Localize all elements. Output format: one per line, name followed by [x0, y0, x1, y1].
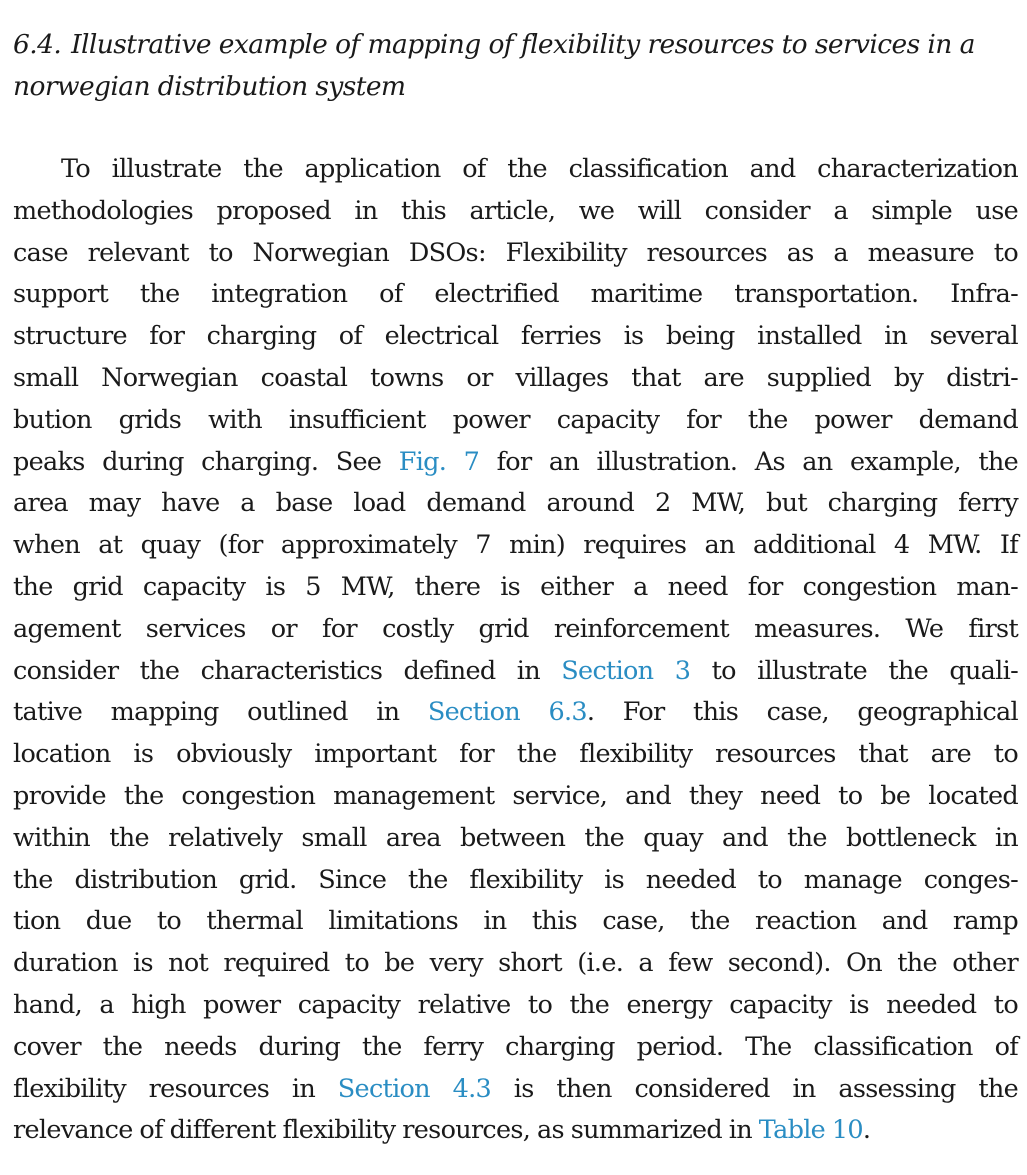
- paragraph-line: when at quay (for approximately 7 min) requires an additional 4 MW. If: [13, 530, 1018, 561]
- text-run: relevance of different flexibility resources, as summarized in: [13, 1115, 759, 1146]
- paragraph-line: structure for charging of electrical ferries is being installed in several: [13, 321, 1018, 352]
- text-run: consider the characteristics defined in: [13, 655, 562, 686]
- paragraph-line: small Norwegian coastal towns or villages that are supplied by distri-: [13, 362, 1018, 393]
- paragraph-line: tion due to thermal limitations in this case, the reaction and ramp: [13, 906, 1018, 937]
- paragraph-line: [13, 1069, 1018, 1111]
- paragraph-line: hand, a high power capacity relative to the energy capacity is needed to: [13, 989, 1018, 1020]
- text-run: to illustrate the quali-: [690, 655, 1018, 686]
- fig-7-link[interactable]: Fig. 7: [398, 446, 480, 477]
- paragraph-line: [13, 651, 1018, 693]
- table-10-link[interactable]: Table 10: [758, 1115, 863, 1146]
- text-run: . For this case, geographical: [586, 697, 1018, 728]
- paragraph-line: methodologies proposed in this article, we will consider a simple use: [13, 195, 1018, 226]
- section-3-link[interactable]: Section 3: [561, 655, 691, 686]
- section-number: 6.4.: [13, 29, 62, 60]
- paragraph-line: the distribution grid. Since the flexibility is needed to manage conges-: [13, 864, 1018, 895]
- paragraph-line: agement services or for costly grid reinforcement measures. We first: [13, 613, 1018, 644]
- paragraph-line: [13, 692, 1018, 734]
- paragraph-line: duration is not required to be very short (i.e. a few second). On the other: [13, 948, 1018, 979]
- text-run: is then considered in assessing the: [491, 1073, 1018, 1104]
- paragraph-line: area may have a base load demand around 2 MW, but charging ferry: [13, 488, 1018, 519]
- paragraph-line: the grid capacity is 5 MW, there is either a need for congestion man-: [13, 571, 1018, 602]
- text-run: peaks during charging. See: [13, 446, 399, 477]
- paragraph-line: case relevant to Norwegian DSOs: Flexibility resources as a measure to: [13, 237, 1018, 268]
- body-paragraph: [13, 149, 1018, 1152]
- section-title-line-1: Illustrative example of mapping of flexibility resources to services in a: [71, 29, 975, 60]
- section-title-line-2: norwegian distribution system: [13, 71, 406, 102]
- paragraph-line: support the integration of electrified maritime transportation. Infra-: [13, 279, 1018, 310]
- paragraph-line: [13, 442, 1018, 484]
- paragraph-line: [13, 1110, 1018, 1152]
- text-run: .: [862, 1115, 871, 1146]
- text-run: tative mapping outlined in: [13, 697, 428, 728]
- paragraph-line: provide the congestion management service, and they need to be located: [13, 780, 1018, 811]
- section-4-3-link[interactable]: Section 4.3: [337, 1073, 492, 1104]
- paragraph-line: bution grids with insufficient power capacity for the power demand: [13, 404, 1018, 435]
- text-run: flexibility resources in: [13, 1073, 338, 1104]
- paragraph-line: cover the needs during the ferry charging period. The classification of: [13, 1031, 1018, 1062]
- paragraph-line: location is obviously important for the flexibility resources that are to: [13, 739, 1018, 770]
- paragraph-line: To illustrate the application of the classification and characterization: [61, 154, 1018, 184]
- text-run: for an illustration. As an example, the: [479, 446, 1018, 477]
- section-heading: [13, 24, 1013, 108]
- paragraph-line: within the relatively small area between the quay and the bottleneck in: [13, 822, 1018, 853]
- section-6-3-link[interactable]: Section 6.3: [427, 697, 587, 728]
